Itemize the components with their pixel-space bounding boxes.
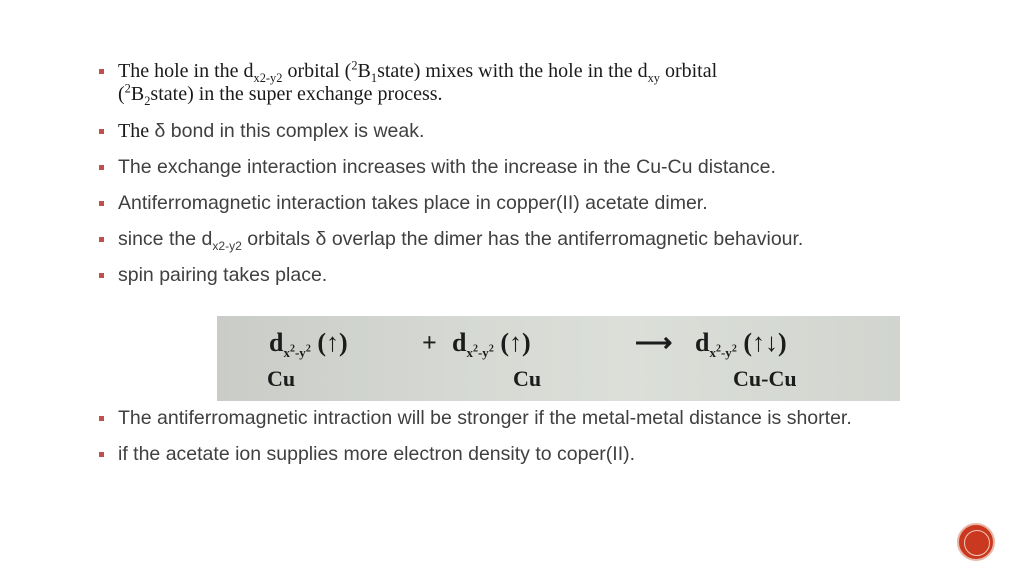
bullet-marker <box>99 416 104 421</box>
equation-label-cu-cu: Cu-Cu <box>733 366 797 391</box>
bullet-marker <box>99 129 104 134</box>
bullet-item-acetate: if the acetate ion supplies more electron density to coper(II). <box>99 443 998 466</box>
equation-label-cu-1: Cu <box>267 366 296 391</box>
equation-image <box>217 316 900 401</box>
bullet-marker <box>99 201 104 206</box>
item-text: The hole in the $d_{x2-y2}$ orbital $(^2B_1state)$ mixes with the hole in the $d_{xy}$ orbital $(^2B_2state)$ in the super exchange process. <box>118 58 718 108</box>
equation-term-3: $d_{x^2-y^2}$ (↑↓) <box>695 328 787 361</box>
equation-label-cu-2: Cu <box>513 366 542 391</box>
bullet-marker <box>99 69 104 74</box>
bullet-item-antiferro: Antiferromagnetic interaction takes place in copper(II) acetate dimer. <box>99 192 998 215</box>
equation-plus: + <box>422 328 437 357</box>
bullet-item-hole-mixing <box>99 60 998 106</box>
bullet-marker <box>99 165 104 170</box>
equation-arrow: ⟶ <box>635 328 673 357</box>
bullet-item-spin-pairing: spin pairing takes place. <box>99 264 998 287</box>
bullet-item-exchange: The exchange interaction increases with the increase in the Cu-Cu distance. <box>99 156 998 179</box>
equation-term-1: $d_{x^2-y^2}$ (↑) <box>269 328 348 361</box>
bullet-item-delta-bond: The δ bond in this complex is weak. <box>99 120 998 143</box>
bullet-item-stronger: The antiferromagnetic intraction will be stronger if the metal-metal distance is shorter. <box>99 407 998 430</box>
bullet-item-overlap: since the $d_{x2-y2}$ orbitals δ overlap the dimer has the antiferromagnetic behaviour. <box>99 228 998 251</box>
slide-nav-button[interactable] <box>957 523 995 561</box>
bullet-marker <box>99 273 104 278</box>
bullet-marker <box>99 237 104 242</box>
bullet-marker <box>99 452 104 457</box>
equation-term-2: $d_{x^2-y^2}$ (↑) <box>452 328 531 361</box>
